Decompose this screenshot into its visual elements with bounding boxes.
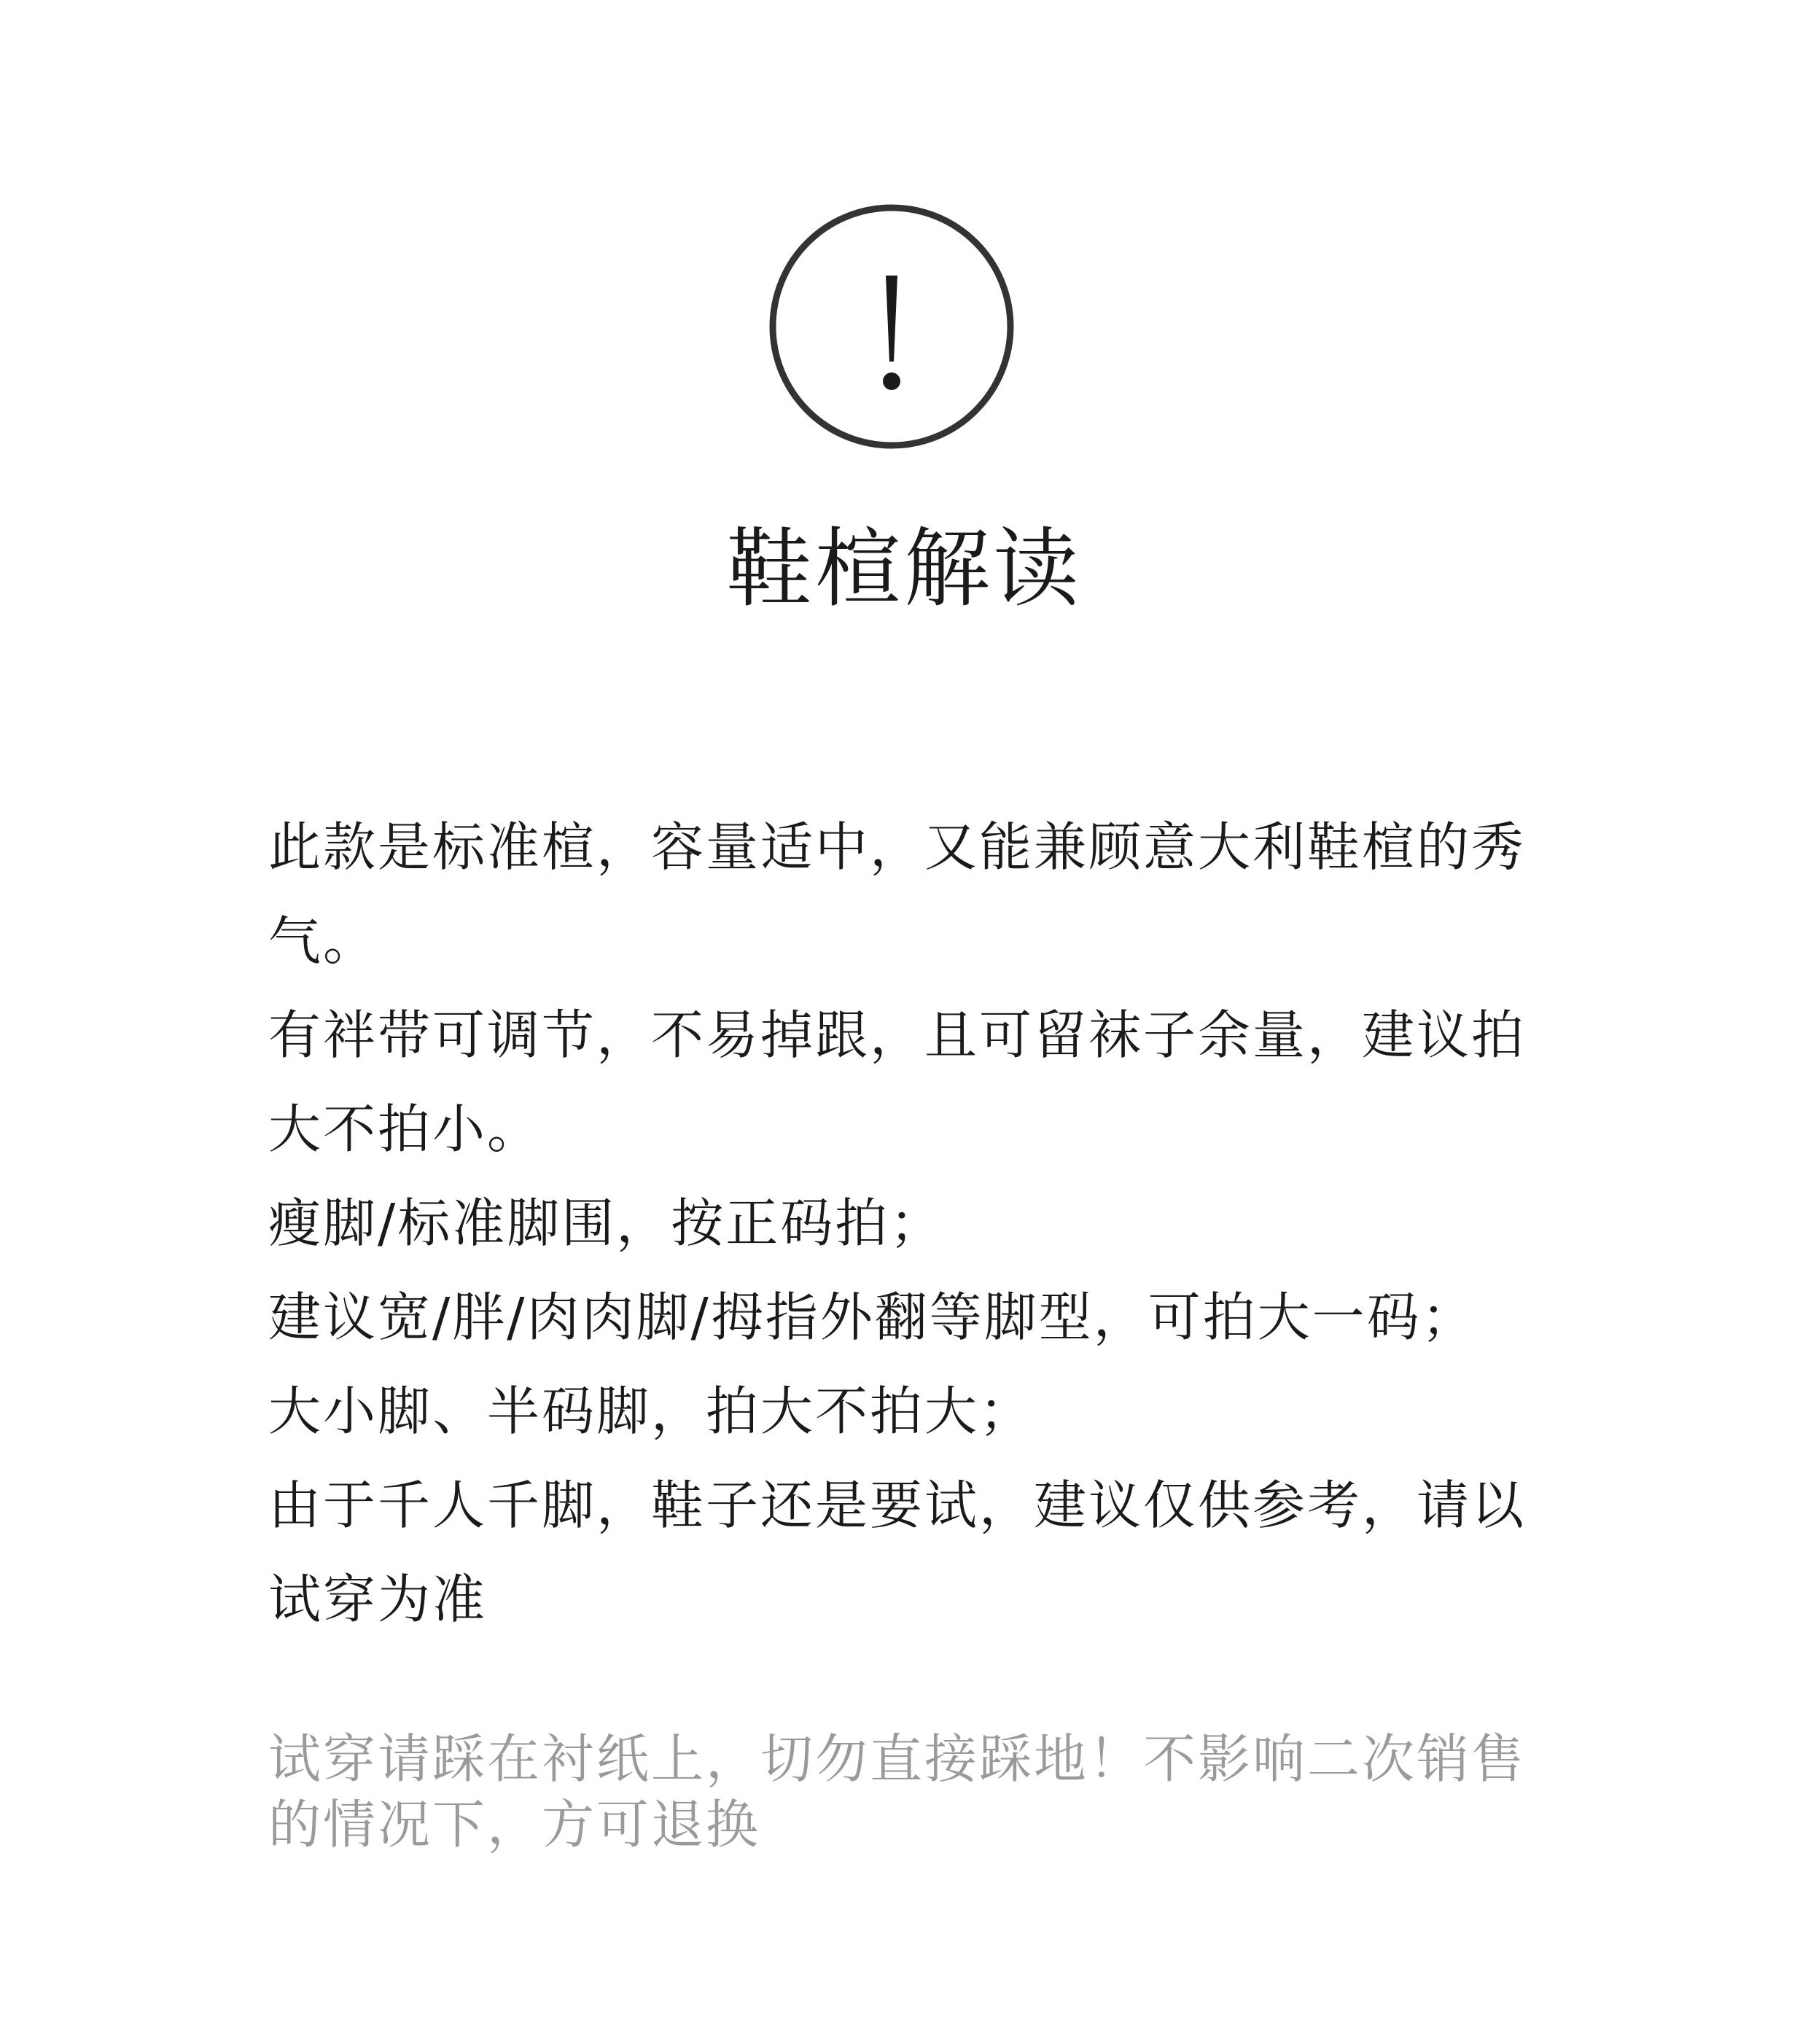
fit-guide-text (268, 800, 1551, 1647)
fit-paragraph: 建议宽/胖/肉肉脚/拇指外翻等脚型，可拍大一码； (268, 1287, 1476, 1348)
page-title: 鞋楦解读 (725, 518, 1082, 619)
fit-paragraph: 有袢带可调节，不易掉跟，且可留袜子余量，建议拍大不拍小。 (268, 1005, 1527, 1160)
exclamation-circle-icon (768, 203, 1016, 450)
fit-paragraph: 由于千人千脚，鞋子还是要试，建议仅供参考，请以试穿为准 (268, 1475, 1527, 1630)
fit-paragraph: 瘦脚/标准脚围，按正码拍； (268, 1193, 945, 1254)
fit-paragraph: 此款是标准楦，容量适中，又能兼顾意大利鞋楦的秀气。 (268, 816, 1527, 972)
fit-paragraph: 大小脚、半码脚，拍大不拍大； (268, 1381, 1034, 1442)
return-notice: 试穿请踩在衬纸上，切勿直接踩地！不影响二次销售的情况下，方可退换 (268, 1728, 1527, 1855)
